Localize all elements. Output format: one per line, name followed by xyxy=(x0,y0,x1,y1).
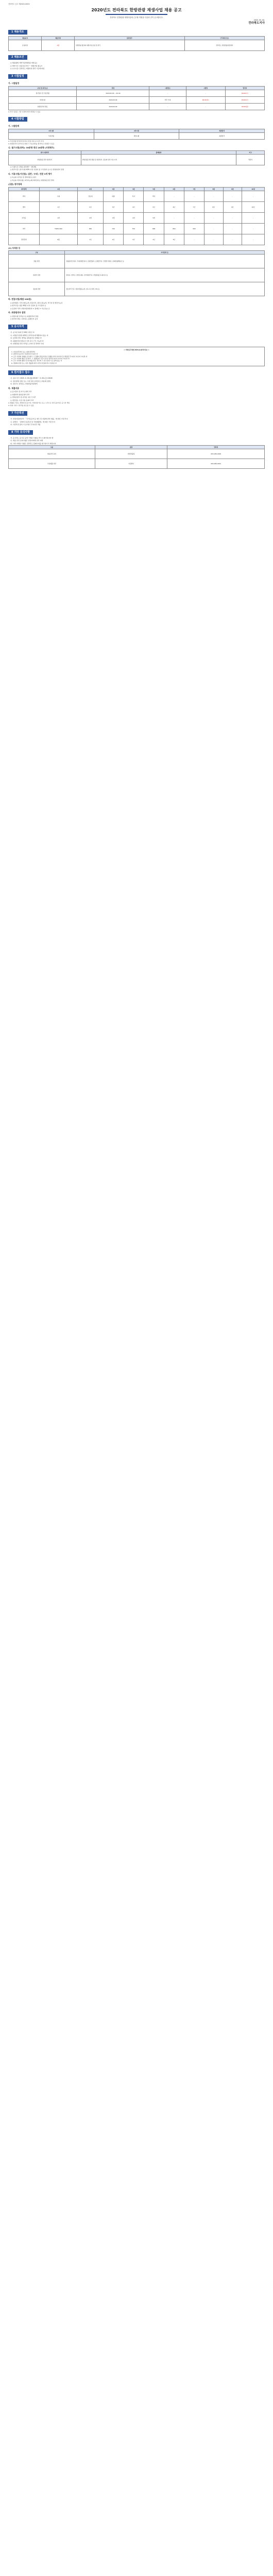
table-cell: - xyxy=(242,212,265,223)
table-cell: 6월 xyxy=(39,234,77,245)
box-line: 4. 금고 이상의 형을 선고받고 그 집행유예 기간이 끝난 날부터 2년이 지나지 아니한 자 xyxy=(11,357,70,360)
table-header: 구분 및 평가요소 xyxy=(9,86,77,90)
table-header: 구분 xyxy=(9,251,65,255)
interview-line: ○ 합격기준: 평균 60점 이상 득점자 중 고득점자 순 xyxy=(10,304,46,307)
table-header: 채용분야 xyxy=(9,37,42,40)
section-title: 1 채용개요 xyxy=(8,30,27,35)
table-cell: 관광통역안내사, 국내여행안내사, 호텔경영사, 호텔관리사, 컨벤션기획사, 문화관광해설사 등 xyxy=(65,255,265,268)
notice-line: 다. 기타 자세한 사항은 전라북도 홈페이지를 참고하시기 바랍니다 xyxy=(10,442,56,445)
table-cell: 2년 xyxy=(103,234,123,245)
table-header: 합격자 xyxy=(225,86,264,90)
table-cell: - xyxy=(204,191,224,201)
sub-title: 다. 서류시험(가산점): 일반 / 우대 / 전문 3개 평가 xyxy=(8,172,52,175)
table-header: 자격증명 등 xyxy=(65,251,265,255)
table-cell: 정보처리기사, 컴퓨터활용능력, 워드프로세서, ITQ 등 xyxy=(65,282,265,296)
table-cell: 00.00(월) xyxy=(225,103,264,110)
sub-title: (2) 자격증 등 xyxy=(8,246,21,249)
doc-eval-line: ○ 1순위: 자격증 및 경력사항 등 평가 xyxy=(10,176,37,179)
condition-line: ○ 채용형태: 계약직(한방관광 재생 등) xyxy=(10,62,37,64)
table-header: 구분 xyxy=(9,446,95,449)
sub-title: 마. 최종합격자 결정 xyxy=(8,311,26,314)
table-cell: 063-280-0000 xyxy=(167,449,265,459)
table-cell: TOEIC 600 xyxy=(39,223,77,234)
interview-line: ○ 동점자 처리: 취업지원대상자 > 장애인 > 저소득층 순 xyxy=(10,307,50,310)
table-cell: 최종합격자 발표 xyxy=(9,103,77,110)
table-cell: 지원센터 xyxy=(95,459,167,469)
table-cell: 650 xyxy=(78,223,104,234)
box-line: 5. 금고 이상의 형의 선고유예를 받은 경우에 그 선고유예 기간 중에 있는 자 xyxy=(11,360,62,362)
table-cell: 2020.00.00 xyxy=(77,96,149,103)
table-header: 6점 xyxy=(164,187,184,191)
eligibility-line: 마. 한방관광 관련 자격증 소지자 및 경력자 우대 xyxy=(10,343,44,345)
table-cell: 원서접수 및 서류전형 xyxy=(9,90,77,96)
table-cell: 한방관광팀 xyxy=(95,449,167,459)
table-cell: 1년 xyxy=(78,234,104,245)
table-cell: 4년 xyxy=(144,234,164,245)
condition-line: ○ 보수수준: 전라북도 재생사업 관련 기준에 따름 xyxy=(10,67,45,70)
table-header: 5점 xyxy=(144,187,164,191)
method-note: ※ 최종합격자 결격사유 발생 시 차순위자를 합격자로 결정할 수 있음 xyxy=(8,143,55,145)
table-cell: 5개 xyxy=(144,212,164,223)
table-header: 시험일 xyxy=(186,86,225,90)
table-cell: - xyxy=(184,191,204,201)
table-cell: 박사 xyxy=(144,191,164,201)
doc-eval-line: ○ 2순위: 학력사항, 외국어능력(어학점수), 한방관광 관련 경력 xyxy=(10,179,54,181)
table-cell: - xyxy=(242,234,265,245)
table-header: 4점 xyxy=(124,187,144,191)
table-cell: 채용관련 문의 xyxy=(9,449,95,459)
table-header: 필기시험과목 xyxy=(9,150,81,154)
table-cell: 7년 xyxy=(184,201,204,212)
box-title: < 지방공무원법 제31조(결격사유) > xyxy=(124,348,149,351)
exam-note: ○ 시험시간: 20분 (10:00 ~ 10:20) xyxy=(10,165,37,168)
table-cell: - xyxy=(223,191,242,201)
exam-table xyxy=(8,150,265,165)
table-cell: 석사 xyxy=(124,191,144,201)
section-recruit xyxy=(8,30,265,51)
table-cell: 5년 xyxy=(144,201,164,212)
section-title: 2 채용조건 xyxy=(8,55,27,60)
table-cell: 고졸 xyxy=(39,191,77,201)
table-cell: 전문대 xyxy=(78,191,104,201)
bonus-line: 가. 취업지원대상자: 「국가유공자 등 예우 및 지원에 관한 법률」에 따른 가점 부여 xyxy=(10,418,68,420)
page-title: 2020년도 전라북도 한방관광 재생사업 채용 공고 xyxy=(91,7,182,12)
table-cell: 2020.00.00 ~ 00.00 xyxy=(77,90,149,96)
agency-name: 전라북도지사 xyxy=(248,21,265,25)
table-cell: 4개 xyxy=(124,212,144,223)
sub-title: 가. 시험일정 xyxy=(8,82,20,85)
table-cell: - xyxy=(204,234,224,245)
section-notice xyxy=(8,430,265,469)
table-cell: 한방관광 관련 일반상식 xyxy=(9,154,81,165)
application-note: ※ 허위 기재 시 합격을 취소할 수 있음 xyxy=(8,404,34,407)
table-cell: - xyxy=(223,234,242,245)
eligibility-line: 나. 지방공무원법 제31조 결격사유에 해당하지 않는 자 xyxy=(10,334,48,336)
eval-table xyxy=(8,187,265,245)
table-cell: - xyxy=(149,103,186,110)
box-line: 3. 금고 이상의 실형을 선고받고 그 집행이 종료되거나 집행을 받지 아니하기로 확정된 후 5년이 지나지 아니한 자 xyxy=(11,355,88,358)
table-cell: 서류전형 xyxy=(9,132,94,139)
table-cell: 10년 xyxy=(242,201,265,212)
disqualification-box xyxy=(8,347,265,366)
announcement-page xyxy=(0,0,273,474)
section-title: 5 응시자격 xyxy=(8,325,27,329)
recruit-table xyxy=(8,36,265,51)
table-cell: 한의학 관련 xyxy=(9,268,65,282)
eligibility-line: 가. 공고일 현재 만 18세 이상인 자 xyxy=(10,331,35,334)
interview-line: ○ 평가항목: 직무수행 능력, 전문지식, 의사소통능력, 적극성 및 발전가능성 xyxy=(10,301,63,304)
stage-table xyxy=(8,129,265,140)
table-cell: 1년 xyxy=(39,201,77,212)
qualification-table xyxy=(8,250,265,296)
table-cell: 자격증 xyxy=(9,212,40,223)
condition-line: ○ 계약기간: 임용일로부터 ~ 재생사업 종료시 xyxy=(10,64,43,67)
section-title: 8 기타 유의사항 xyxy=(8,430,33,435)
doc-line: ○ 경력증명서 및 자격증 사본 각 1부 xyxy=(10,396,36,399)
final-line: ○ 합격자 발표: 전라북도 홈페이지 공지 xyxy=(10,318,38,320)
table-header: 채용인원 xyxy=(42,37,75,40)
table-cell: - xyxy=(164,212,184,223)
table-cell: 800 xyxy=(144,223,164,234)
application-line: 다. 접수처: 전라북도 한방관광지원센터 xyxy=(10,383,38,385)
table-header: 8점 xyxy=(204,187,224,191)
table-cell: - xyxy=(186,103,225,110)
table-cell: 8년 xyxy=(204,201,224,212)
table-header: 시험장소 xyxy=(149,86,186,90)
section-method xyxy=(8,117,265,320)
table-cell: 3년 xyxy=(124,234,144,245)
notice-number: 전라북도 공고 제2020-000호 xyxy=(8,3,30,5)
table-cell: - xyxy=(184,212,204,223)
table-cell: 2개 xyxy=(78,212,104,223)
sub-title: 나. 필기시험(과목): 30문항 전산 20문항 (사전평가) xyxy=(8,146,55,149)
table-cell: 전라북도 한방관광지원센터 xyxy=(184,40,264,51)
section-title: 6 원서접수 접수 xyxy=(8,370,33,375)
box-line: 6. 법원의 판결 또는 다른 법률에 따라 자격이 상실되거나 정지된 자 xyxy=(11,362,57,364)
table-cell: 최종합격 xyxy=(179,132,265,139)
table-header: 출제범위 xyxy=(81,150,236,154)
table-cell: 4년 xyxy=(124,201,144,212)
table-cell: 850 xyxy=(164,223,184,234)
table-cell: 어학 xyxy=(9,223,40,234)
table-header: 평가항목 xyxy=(9,187,40,191)
sub-title: 라. 면접시험(배점 100점) xyxy=(8,298,31,301)
table-cell: 대졸 xyxy=(103,191,123,201)
box-line: 1. 피성년후견인 또는 피한정후견인 xyxy=(11,350,36,353)
application-line: 나. 접수방법: 방문 또는 우편 접수 (마감일 도착분에 한함) xyxy=(10,380,51,382)
table-cell: - xyxy=(204,223,224,234)
section-conditions xyxy=(8,55,265,70)
table-cell: - xyxy=(184,234,204,245)
section-application xyxy=(8,370,265,407)
table-header: 최종합격 xyxy=(179,129,265,132)
section-bonus xyxy=(8,411,265,426)
table-header: 비고 xyxy=(236,150,265,154)
table-cell: 정보화 관련 xyxy=(9,282,65,296)
table-cell: 9년 xyxy=(223,201,242,212)
doc-line: ○ 최종학력 졸업증명서 1부 xyxy=(10,393,30,396)
notice-date: 2020. 00. 00. xyxy=(253,19,265,22)
schedule-table xyxy=(8,86,265,110)
section-title: 7 가산특전 xyxy=(8,411,27,416)
table-header: 2차시험 xyxy=(94,129,179,132)
table-cell: 운영지원 xyxy=(9,40,42,51)
schedule-note: ※ 상기 일정은 기관 사정에 따라 변경될 수 있음 xyxy=(8,110,41,113)
sub-title: 가. 시험단계 xyxy=(8,125,20,128)
table-cell: 00.00(금) xyxy=(225,96,264,103)
table-cell: 한의사, 한약사, 한약조제사, 한약재관리사, 한방관광코디네이터 등 xyxy=(65,268,265,282)
table-cell: 1명 xyxy=(42,40,75,51)
table-cell: 1개 xyxy=(39,212,77,223)
table-cell: - xyxy=(186,90,225,96)
table-cell: 객관식 xyxy=(236,154,265,165)
table-cell: 추후 안내 xyxy=(149,96,186,103)
table-cell: - xyxy=(204,212,224,223)
eligibility-line: 라. 최종합격자 발표일 이후 즉시 근무 가능한 자 xyxy=(10,340,44,342)
title-divider xyxy=(106,14,167,15)
section-eligibility xyxy=(8,325,265,366)
table-cell: 2020.00.00 xyxy=(77,103,149,110)
table-cell: - xyxy=(242,223,265,234)
doc-line: ○ 응시원서 및 자기소개서 1부 xyxy=(10,391,32,393)
table-cell: 900 xyxy=(184,223,204,234)
intro-text: 전라북도 한방관광 재생사업에 근무할 직원을 다음과 같이 공고합니다. xyxy=(110,16,163,19)
eligibility-line: 다. 남자의 경우 병역을 필하였거나 면제된 자 xyxy=(10,337,42,340)
table-cell: 750 xyxy=(124,223,144,234)
bonus-line: 나. 장애인: 「장애인고용촉진 및 직업재활법」에 따른 가점 부여 xyxy=(10,420,55,423)
sub-title: (공통) 평가항목 xyxy=(8,183,22,186)
table-cell: 면접시험 xyxy=(9,96,77,103)
table-cell: 관련경력 xyxy=(9,234,40,245)
table-header: 연락처 xyxy=(167,446,265,449)
table-header: 1차시험 xyxy=(9,129,94,132)
table-header: 7점 xyxy=(184,187,204,191)
section-schedule xyxy=(8,74,265,113)
table-cell: 한방관광 관련 법령 및 일반상식, 정보화 관련 기본 지식 xyxy=(81,154,236,165)
table-cell: 서류제출 관련 xyxy=(9,459,95,469)
table-cell: - xyxy=(223,212,242,223)
table-header: 1점 xyxy=(39,187,77,191)
application-line: 가. 접수기간: 2020. 0. 00.(월) 09:00 ~ 0. 00.(금) 18:00 xyxy=(10,377,53,380)
table-cell: 3년 xyxy=(103,201,123,212)
table-header: 일정 xyxy=(77,86,149,90)
table-cell: 00.00(수) xyxy=(225,90,264,96)
table-cell: - xyxy=(164,191,184,201)
table-cell: 면접시험 xyxy=(94,132,179,139)
table-cell: 00.00(목) xyxy=(186,96,225,103)
table-cell: - xyxy=(223,223,242,234)
table-cell: 학력 xyxy=(9,191,40,201)
table-cell: 한방관광 활성화 재생사업 운영 및 관리 xyxy=(75,40,185,51)
table-cell: 063-280-0001 xyxy=(167,459,265,469)
table-header: 근무예정 장소 xyxy=(184,37,264,40)
method-note: ※ 서류전형 합격자에 한하여 면접시험 응시자격 부여 xyxy=(8,140,44,142)
table-header: 담당업무 xyxy=(75,37,185,40)
section-title: 4 시험방법 xyxy=(8,117,27,122)
table-header: 3점 xyxy=(103,187,123,191)
sub-title: 라. 제출서류 xyxy=(8,386,20,389)
table-cell: 관광 관련 xyxy=(9,255,65,268)
box-line: 2. 파산선고를 받고 복권되지 아니한 자 xyxy=(11,353,38,355)
table-header: 9점 xyxy=(223,187,242,191)
section-title: 3 시험일정 xyxy=(8,74,27,79)
table-cell: 5년 xyxy=(164,234,184,245)
table-cell: 6년 xyxy=(164,201,184,212)
table-cell: 경력 xyxy=(9,201,40,212)
doc-line: ○ 개인정보 수집·이용 동의서 1부 xyxy=(10,399,34,401)
table-header: 10점 xyxy=(242,187,265,191)
exam-note: ○ 합격기준: 필기시험 40% 이상 득점자 중 고득점자 순으로 면접대상자 결정 xyxy=(10,168,64,171)
table-cell: - xyxy=(242,191,265,201)
final-line: ○ 면접시험 성적순으로 최종합격자 결정 xyxy=(10,315,39,317)
table-cell: - xyxy=(149,90,186,96)
table-cell: 3개 xyxy=(103,212,123,223)
bonus-line: 다. 가산특전 중복 시 유리한 것 하나만 적용 xyxy=(10,423,41,426)
table-cell: 700 xyxy=(103,223,123,234)
table-header: 담당 xyxy=(95,446,167,449)
application-note: ※ 제출된 서류는 반환하지 않으며, 기재사항 착오 또는 누락으로 인한 불이익은 응시자 책임 xyxy=(8,402,70,404)
notice-line: 나. 채용 관련 문의사항은 담당자에게 연락 바람 xyxy=(10,439,43,442)
notice-line: 가. 응시자는 응시표 등에 기재된 사항을 반드시 확인하여야 함 xyxy=(10,436,54,439)
table-cell: 2년 xyxy=(78,201,104,212)
table-header: 2점 xyxy=(78,187,104,191)
